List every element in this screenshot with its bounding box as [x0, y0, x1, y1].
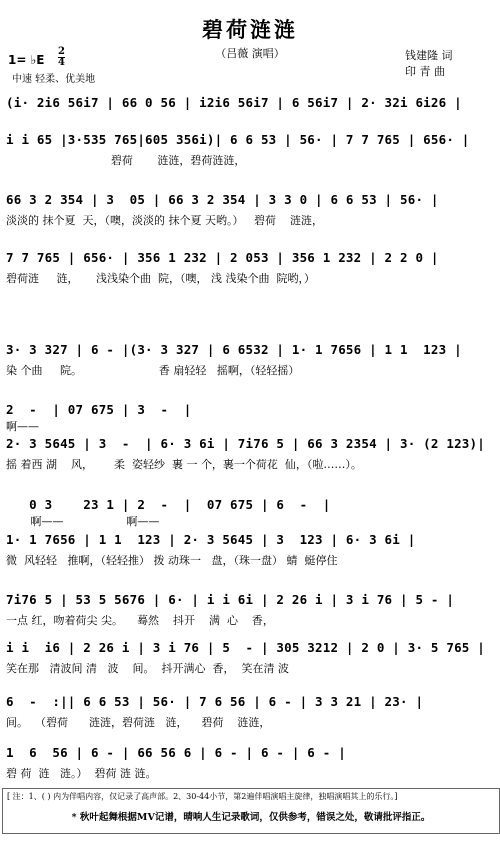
notation-line: 0 3 23 1 | 2 - | 07 675 | 6 - |	[6, 497, 331, 512]
lyrics-line: 摇 着西 湖 风， 柔 姿轻纱 裹 一 个，裹一个荷花 仙，（啦……）。	[6, 458, 362, 471]
footer-notes	[2, 788, 500, 834]
lyrics-line: 碧 荷 涟 涟。） 碧荷 涟 涟。	[6, 767, 157, 780]
lyrics-line: 染 个曲 院。 香 扇轻轻 摇啊，（轻轻摇）	[6, 364, 300, 377]
song-title: 碧荷涟涟	[202, 18, 298, 42]
lyrics-line: 间。 （碧荷 涟涟，碧荷涟 涟， 碧荷 涟涟，	[6, 716, 271, 729]
transcriber-note: * 秋叶起舞根据MV记谱，晴响人生记录歌词，仅供参考，错误之处，敬请批评指正。	[71, 812, 431, 823]
notation-line: 6 - :|| 6 6 53 | 56· | 7 6 56 | 6 - | 3 3 21 | 23· |	[6, 694, 424, 709]
notation-line: 1· 1 7656 | 1 1 123 | 2· 3 5645 | 3 123 | 6· 3 6i |	[6, 532, 416, 547]
notation-line: 66 3 2 354 | 3 05 | 66 3 2 354 | 3 3 0 | 6 6 53 | 56· |	[6, 192, 439, 207]
time-bottom: 4	[58, 57, 65, 68]
lyrics-line: 碧荷涟 涟， 浅浅染个曲 院，（噢， 浅 浅染个曲 院哟，）	[6, 272, 315, 285]
lyrics-line: 淡淡的 抹个夏 天，（噢，淡淡的 抹个夏 天哟。） 碧荷 涟涟，	[6, 214, 323, 227]
notation-line: 7 7 765 | 656· | 356 1 232 | 2 053 | 356 1 232 | 2 2 0 |	[6, 250, 439, 265]
notation-line: (i· 2i6 56i7 | 66 0 56 | i2i6 56i7 | 6 56i7 | 2· 32i 6i26 |	[6, 95, 462, 110]
lyrics-line: 微 风轻轻 推啊，（轻轻推） 拨 动珠一 盘，（珠一盘） 蜻 蜓停住	[6, 554, 338, 567]
notation-line: 2 - | 07 675 | 3 - |	[6, 402, 192, 417]
lyrics-line: 一点 红，吻着荷尖 尖。 蓦然 抖开 满 心 香，	[6, 614, 274, 627]
notation-line: 1 6 56 | 6 - | 66 56 6 | 6 - | 6 - | 6 - |	[6, 745, 346, 760]
lyrics-line: 啊——	[6, 420, 39, 433]
notation-line: i i i6 | 2 26 i | 3 i 76 | 5 - | 305 3212 | 2 0 | 3· 5 765 |	[6, 640, 485, 655]
lyrics-line: 碧荷 涟涟，碧荷涟涟，	[6, 154, 246, 167]
notation-line: 3· 3 327 | 6 - |(3· 3 327 | 6 6532 | 1· 1 7656 | 1 1 123 |	[6, 342, 462, 357]
lyrics-line: 啊—— 啊——	[6, 515, 160, 528]
notation-line: 2· 3 5645 | 3 - | 6· 3 6i | 7i76 5 | 66 3 2354 | 3· (2 123)|	[6, 436, 485, 451]
performer: （吕薇 演唱）	[215, 47, 285, 60]
time-top: 2	[58, 46, 65, 57]
footnote: [ 注：1、( ) 内为伴唱内容，仅记录了高声部。2、30-44小节，第2遍伴唱演唱主旋律，独唱演唱其上的乐行。]	[7, 792, 398, 801]
lyricist-credit: 钱建隆 词	[405, 49, 453, 62]
key-signature: 1= ♭E	[8, 53, 45, 67]
tempo-marking: 中速 轻柔、优美地	[12, 74, 96, 85]
composer-credit: 印 青 曲	[405, 65, 445, 78]
notation-line: 7i76 5 | 53 5 5676 | 6· | i i 6i | 2 26 i | 3 i 76 | 5 - |	[6, 592, 455, 607]
lyrics-line: 笑在那 清波间 清 波 间。 抖开满心 香， 笑在清 波	[6, 662, 289, 675]
notation-line: i i 65 |3·535 765|605 356i)| 6 6 53 | 56· | 7 7 765 | 656· |	[6, 132, 470, 147]
time-signature	[58, 47, 65, 68]
